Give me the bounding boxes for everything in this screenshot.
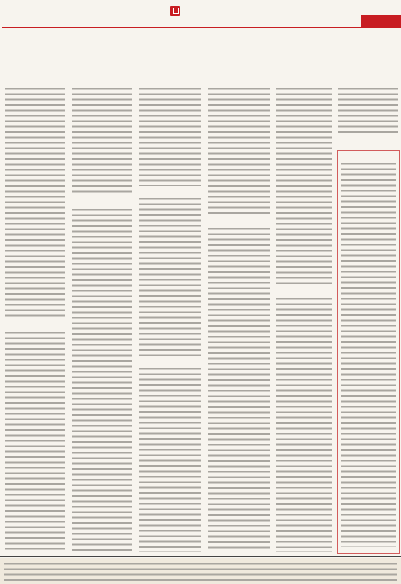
body-column-6 — [338, 86, 398, 136]
body-column-3-mid — [139, 196, 201, 356]
body-column-2 — [72, 86, 132, 196]
footer-text — [4, 561, 397, 581]
sidebar-box-text — [341, 161, 396, 547]
header-rule — [2, 27, 401, 28]
body-column-3 — [139, 86, 201, 186]
logo-seal-icon — [170, 6, 180, 16]
sidebar-box — [337, 150, 400, 554]
body-column-1-lower — [5, 330, 65, 552]
body-column-3-lower — [139, 366, 201, 552]
masthead — [0, 0, 401, 30]
body-column-5 — [276, 86, 332, 286]
body-column-5-lower — [276, 296, 332, 552]
section-tag — [361, 15, 401, 27]
footer-strip — [0, 558, 401, 584]
body-column-4-lower — [208, 226, 270, 552]
body-column-4 — [208, 86, 270, 216]
newspaper-logo — [170, 6, 240, 18]
body-column-2-lower — [72, 207, 132, 552]
body-column-1 — [5, 86, 65, 318]
